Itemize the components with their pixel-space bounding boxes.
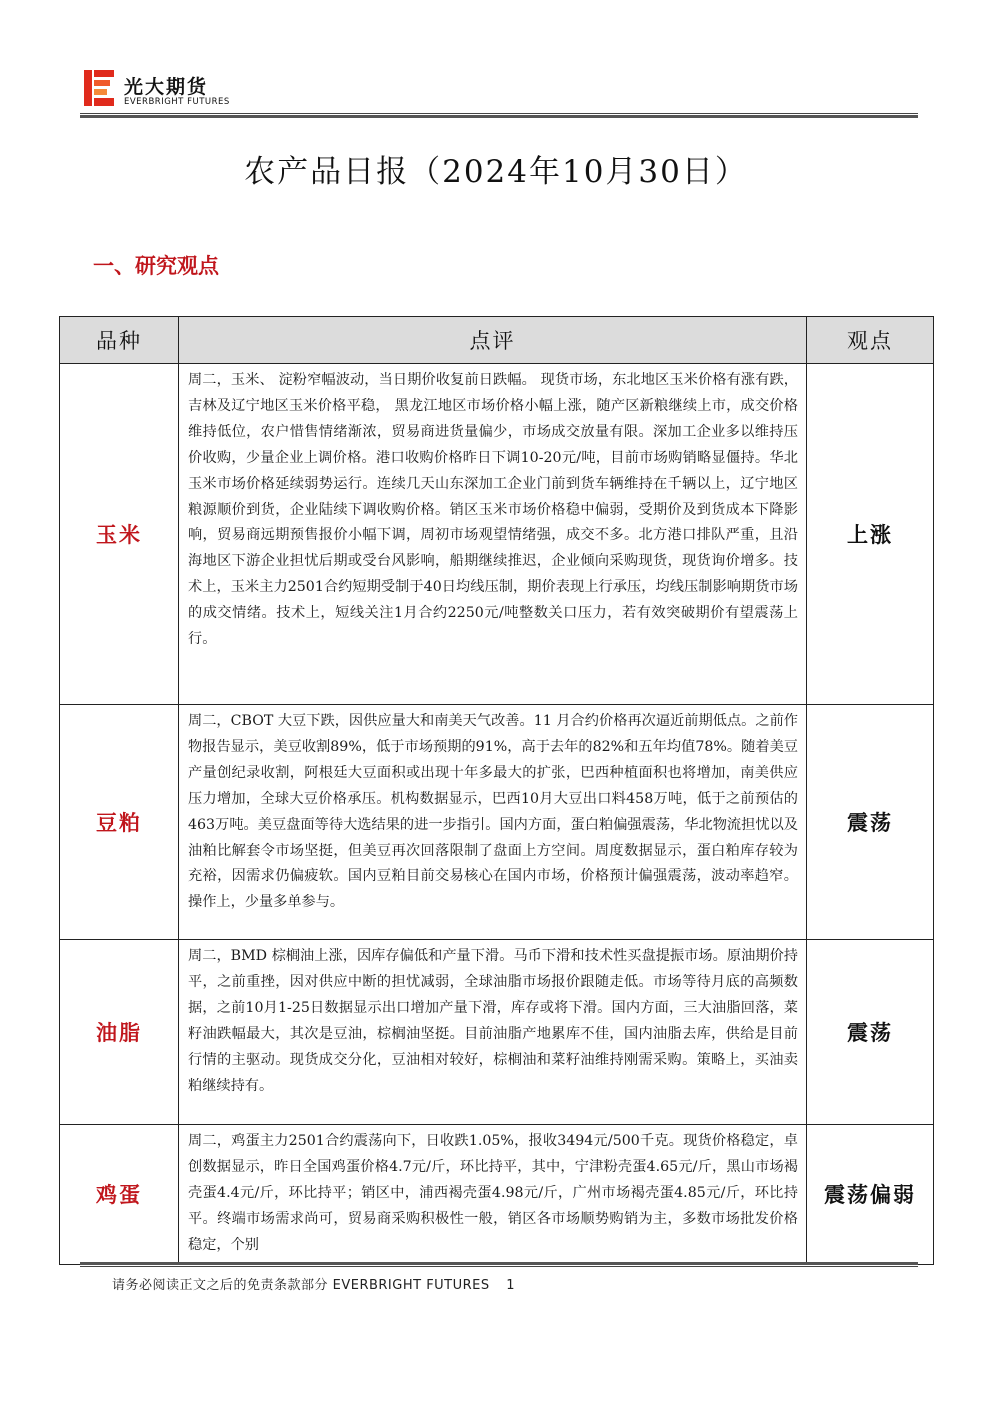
comment-cell: 周二，CBOT 大豆下跌，因供应量大和南美天气改善。11 月合约价格再次逼近前期低点。之前作物报告显示，美豆收割89%，低于市场预期的91%，高于去年的82%和五年均值78%。随着美豆产量创纪录收割，阿根廷大豆面积或出现十年多最大的扩张，巴西种植面积也将增加，南美供应压力增加，全球大豆价格承压。机构数据显示，巴西10月大豆出口料458万吨，低于之前预估的463万吨。美豆盘面等待大选结果的进一步指引。国内方面，蛋白粕偏强震荡，华北物流担忧以及油粕比解套令市场坚挺，但美豆再次回落限制了盘面上方空间。周度数据显示，蛋白粕库存较为充裕，因需求仍偏疲软。国内豆粕目前交易核心在国内市场，价格预计偏强震荡，波动率趋窄。操作上，少量多单参与。 [179, 705, 807, 940]
section-heading: 一、研究观点 [93, 253, 219, 278]
variety-cell: 玉米 [60, 364, 179, 705]
comment-cell: 周二，玉米、 淀粉窄幅波动，当日期价收复前日跌幅。 现货市场，东北地区玉米价格有涨有跌，吉林及辽宁地区玉米价格平稳， 黑龙江地区市场价格小幅上涨，随产区新粮继续上市，成交价格维持低位，农户惜售情绪渐浓，贸易商进货量偏少，市场成交放量有限。深加工企业多以维持压价收购，少量企业上调价格。港口收购价格昨日下调10-20元/吨，目前市场购销略显僵持。华北玉米市场价格延续弱势运行。连续几天山东深加工企业门前到货车辆维持在千辆以上，辽宁地区粮源顺价到货，企业陆续下调收购价格。销区玉米市场价格稳中偏弱，受期价及到货成本下降影响，贸易商远期预售报价小幅下调，周初市场观望情绪强，成交不多。北方港口排队严重，且沿海地区下游企业担忧后期或受台风影响，船期继续推迟，企业倾向采购现货，现货询价增多。技术上，玉米主力2501合约短期受制于40日均线压制，期价表现上行承压，均线压制影响期货市场的成交情绪。技术上，短线关注1月合约2250元/吨整数关口压力，若有效突破期价有望震荡上行。 [179, 364, 807, 705]
variety-cell: 豆粕 [60, 705, 179, 940]
view-cell: 震荡 [807, 705, 934, 940]
view-cell: 震荡 [807, 940, 934, 1125]
header-view: 观点 [807, 317, 934, 364]
company-logo [84, 70, 244, 110]
comment-cell: 周二，鸡蛋主力2501合约震荡向下，日收跌1.05%，报收3494元/500千克。现货价格稳定，卓创数据显示，昨日全国鸡蛋价格4.7元/斤，环比持平，其中，宁津粉壳蛋4.65元/斤，黑山市场褐壳蛋4.4元/斤，环比持平；销区中，浦西褐壳蛋4.98元/斤，广州市场褐壳蛋4.85元/斤，环比持平。终端市场需求尚可，贸易商采购积极性一般，销区各市场顺势购销为主，多数市场批发价格稳定，个别 [179, 1125, 807, 1265]
logo-chinese-name: 光大期货 [124, 76, 209, 98]
table-row [60, 1125, 934, 1265]
footer-rule [80, 1262, 918, 1267]
logo-english-name: EVERBRIGHT FUTURES [124, 97, 230, 107]
research-views-table [59, 316, 934, 1265]
header-variety: 品种 [60, 317, 179, 364]
comment-cell: 周二，BMD 棕榈油上涨，因库存偏低和产量下滑。马币下滑和技术性买盘提振市场。原油期价持平，之前重挫，因对供应中断的担忧减弱，全球油脂市场报价跟随走低。市场等待月底的高频数据，之前10月1-25日数据显示出口增加产量下滑，库存或将下滑。国内方面，三大油脂回落，菜籽油跌幅最大，其次是豆油，棕榈油坚挺。目前油脂产地累库不佳，国内油脂去库，供给是目前行情的主驱动。现货成交分化，豆油相对较好，棕榈油和菜籽油维持刚需采购。策略上，买油卖粕继续持有。 [179, 940, 807, 1125]
table-row [60, 364, 934, 705]
view-cell: 上涨 [807, 364, 934, 705]
page-number: 1 [506, 1278, 516, 1293]
header-rule [80, 113, 918, 118]
footer-disclaimer-text: 请务必阅读正文之后的免责条款部分 EVERBRIGHT FUTURES [112, 1278, 490, 1293]
view-cell: 震荡偏弱 [807, 1125, 934, 1265]
document-title: 农产品日报（2024年10月30日） [244, 154, 748, 190]
variety-cell: 鸡蛋 [60, 1125, 179, 1265]
table-header-row [60, 317, 934, 364]
table-row [60, 940, 934, 1125]
variety-cell: 油脂 [60, 940, 179, 1125]
table-row [60, 705, 934, 940]
logo-mark-icon [84, 70, 114, 106]
footer-disclaimer [112, 1274, 515, 1293]
header-comment: 点评 [179, 317, 807, 364]
